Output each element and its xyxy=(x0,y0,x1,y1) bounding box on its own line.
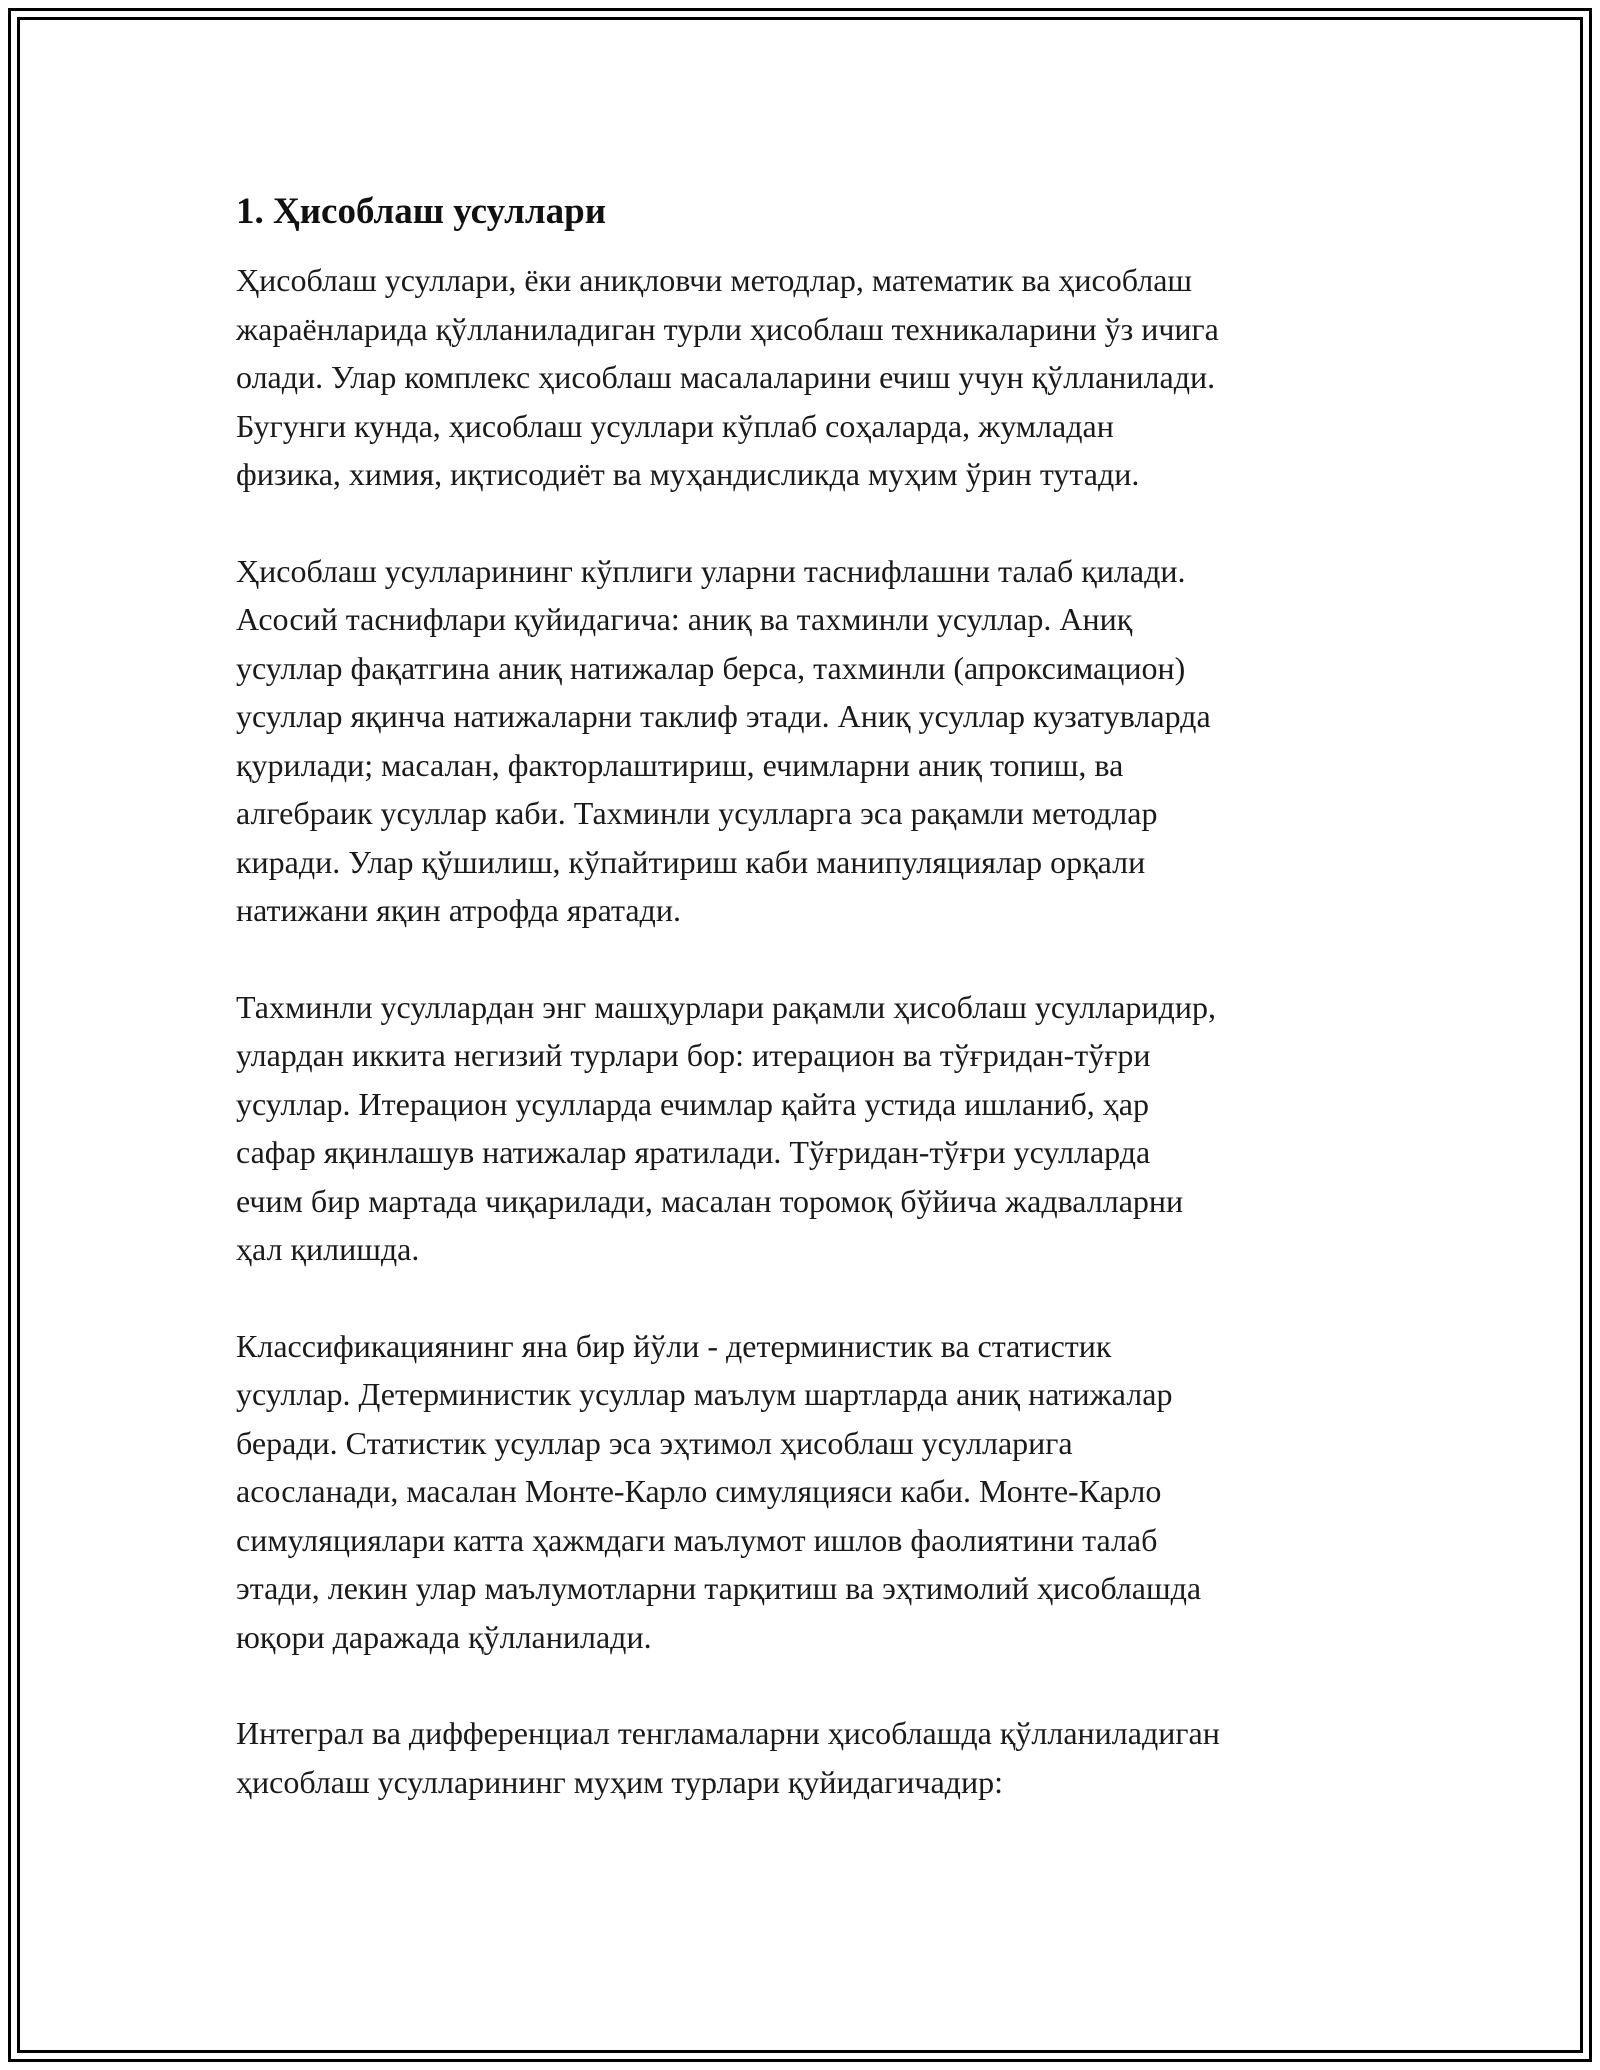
paragraph-line: Ҳисоблаш усуллари, ёки аниқловчи методлар, математик ва ҳисоблаш xyxy=(236,262,1193,298)
paragraph-line: ҳал қилишда. xyxy=(236,1231,420,1267)
paragraph-2 xyxy=(236,547,1386,935)
paragraph-line: олади. Улар комплекс ҳисоблаш масалаларини ечиш учун қўлланилади. xyxy=(236,359,1216,395)
paragraph-line: жараёнларида қўлланиладиган турли ҳисоблаш техникаларини ўз ичига xyxy=(236,310,1219,347)
paragraph-line: усуллар яқинча натижаларни таклиф этади. Аниқ усуллар кузатувларда xyxy=(236,698,1211,734)
document-body xyxy=(236,186,1386,1854)
section-heading: 1. Ҳисоблаш усуллари xyxy=(236,191,607,232)
paragraph-line: беради. Статистик усуллар эса эҳтимол ҳисоблаш усулларига xyxy=(236,1424,1073,1461)
paragraph-line: этади, лекин улар маълумотларни тарқитиш ва эҳтимолий ҳисоблашда xyxy=(236,1570,1202,1606)
paragraph-line: алгебраик усуллар каби. Тахминли усулларга эса рақамли методлар xyxy=(236,795,1158,831)
paragraph-line: Асосий таснифлари қуйидагича: аниқ ва тахминли усуллар. Аниқ xyxy=(236,601,1133,637)
paragraph-line: Ҳисоблаш усулларининг кўплиги уларни таснифлашни талаб қилади. xyxy=(236,552,1186,589)
paragraph-line: усуллар. Итерацион усулларда ечимлар қайта устида ишланиб, ҳар xyxy=(236,1085,1149,1122)
paragraph-line: Тахминли усуллардан энг машҳурлари рақамли ҳисоблаш усулларидир, xyxy=(236,988,1216,1025)
paragraph-line: натижани яқин атрофда яратади. xyxy=(236,892,681,928)
paragraph-3 xyxy=(236,983,1386,1274)
paragraph-line: усуллар. Детерминистик усуллар маълум шартларда аниқ натижалар xyxy=(236,1376,1173,1412)
paragraph-5 xyxy=(236,1709,1386,1806)
paragraph-line: юқори даражада қўлланилади. xyxy=(236,1618,652,1655)
paragraph-line: Классификациянинг яна бир йўли - детерминистик ва статистик xyxy=(236,1327,1112,1364)
paragraph-line: қурилади; масалан, факторлаштириш, ечимларни аниқ топиш, ва xyxy=(236,746,1124,783)
paragraph-line: ҳисоблаш усулларининг муҳим турлари қуйидагичадир: xyxy=(236,1763,1003,1800)
paragraph-line: симуляциялари катта ҳажмдаги маълумот ишлов фаолиятини талаб xyxy=(236,1521,1158,1558)
paragraph-line: Интеграл ва дифференциал тенгламаларни ҳисоблашда қўлланиладиган xyxy=(236,1715,1220,1751)
paragraph-1 xyxy=(236,256,1386,499)
paragraph-line: ечим бир мартада чиқарилади, масалан торомоқ бўйича жадвалларни xyxy=(236,1182,1184,1219)
paragraph-line: асосланади, масалан Монте-Карло симуляцияси каби. Монте-Карло xyxy=(236,1473,1162,1509)
paragraph-4 xyxy=(236,1322,1386,1662)
paragraph-line: Бугунги кунда, ҳисоблаш усуллари кўплаб соҳаларда, жумладан xyxy=(236,407,1114,444)
paragraph-line: сафар яқинлашув натижалар яратилади. Тўғридан-тўғри усулларда xyxy=(236,1134,1151,1170)
paragraph-line: физика, химия, иқтисодиёт ва муҳандисликда муҳим ўрин тутади. xyxy=(236,456,1140,492)
paragraph-line: усуллар фақатгина аниқ натижалар берса, тахминли (апроксимацион) xyxy=(236,649,1186,686)
paragraph-line: улардан иккита негизий турлари бор: итерацион ва тўғридан-тўғри xyxy=(236,1037,1151,1073)
paragraph-line: киради. Улар қўшилиш, кўпайтириш каби манипуляциялар орқали xyxy=(236,843,1146,880)
